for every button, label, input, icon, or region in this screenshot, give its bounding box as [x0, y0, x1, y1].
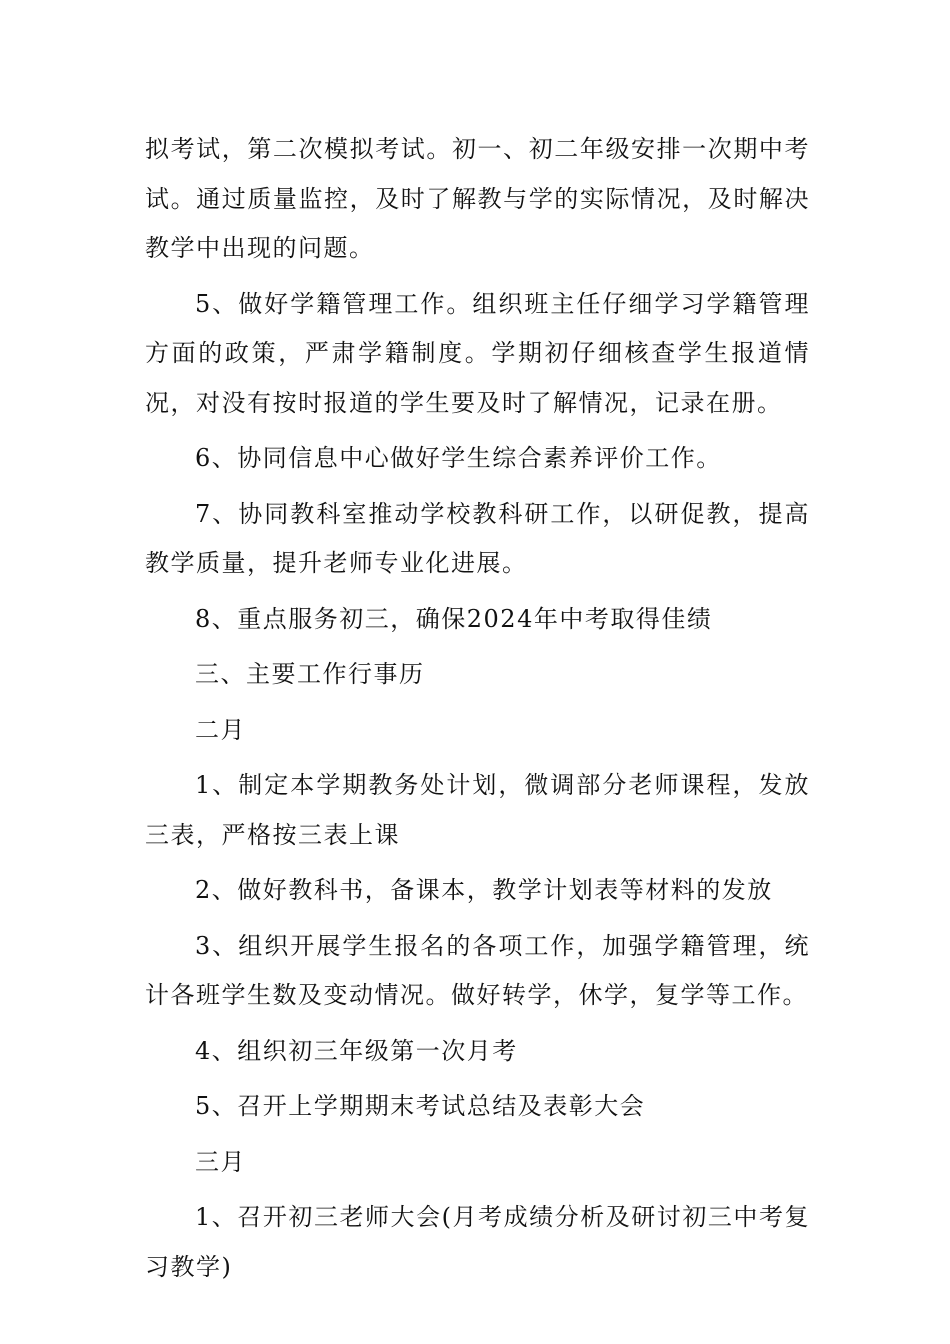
document-page — [145, 125, 810, 1298]
paragraph-2: 5、做好学籍管理工作。组织班主任仔细学习学籍管理方面的政策，严肃学籍制度。学期初仔细核查学生报道情况，对没有按时报道的学生要及时了解情况，记录在册。 — [145, 289, 810, 417]
paragraph-5: 8、重点服务初三，确保2024年中考取得佳绩 — [195, 604, 713, 633]
paragraph-14: 1、召开初三老师大会(月考成绩分析及研讨初三中考复习教学) — [145, 1203, 810, 1281]
month-heading-march: 三月 — [195, 1147, 246, 1176]
paragraph-10: 3、组织开展学生报名的各项工作，加强学籍管理，统计各班学生数及变动情况。做好转学，休学，复学等工作。 — [145, 931, 810, 1009]
paragraph-12: 5、召开上学期期末考试总结及表彰大会 — [195, 1092, 646, 1120]
paragraph-4: 7、协同教科室推动学校教科研工作，以研促教，提高教学质量，提升老师专业化进展。 — [145, 499, 810, 577]
paragraph-1: 拟考试，第二次模拟考试。初一、初二年级安排一次期中考试。通过质量监控，及时了解教与学的实际情况，及时解决教学中出现的问题。 — [145, 135, 810, 262]
paragraph-9: 2、做好教科书，备课本，教学计划表等材料的发放 — [195, 876, 773, 904]
paragraph-11: 4、组织初三年级第一次月考 — [195, 1036, 518, 1065]
section-heading: 三、主要工作行事历 — [195, 660, 425, 688]
paragraph-3: 6、协同信息中心做好学生综合素养评价工作。 — [195, 444, 722, 472]
paragraph-8: 1、制定本学期教务处计划，微调部分老师课程，发放三表，严格按三表上课 — [145, 771, 810, 849]
month-heading-february: 二月 — [195, 715, 246, 744]
